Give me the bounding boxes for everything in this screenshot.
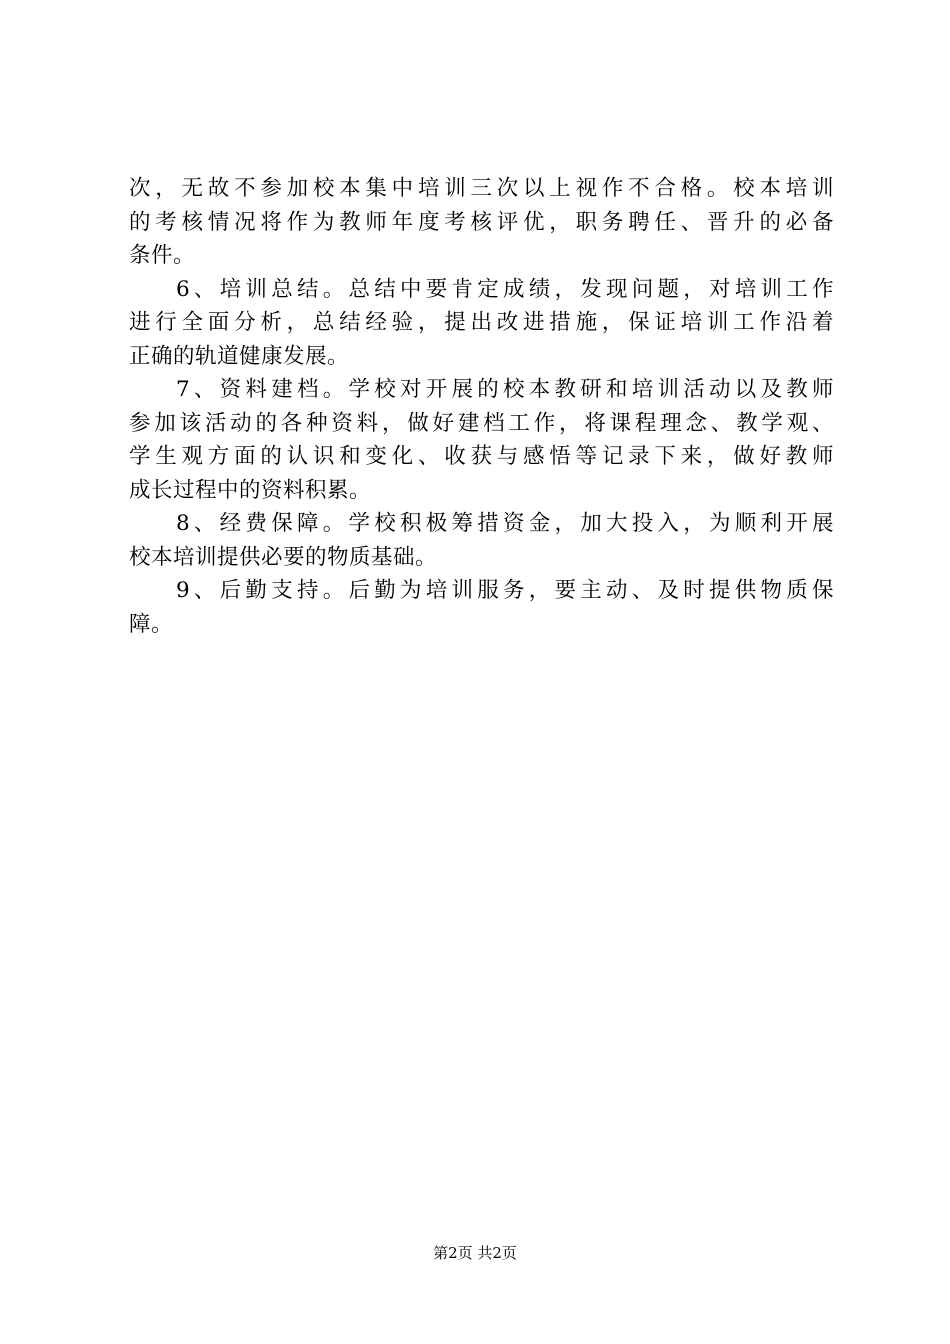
paragraph-start-line: 6、培训总结。总结中要肯定成绩，发现问题，对培训工作: [176, 276, 834, 302]
text-line: 条件。: [129, 243, 196, 268]
text-line: 学生观方面的认识和变化、收获与感悟等记录下来，做好教师: [129, 444, 834, 469]
paragraph-start-line: 7、资料建档。学校对开展的校本教研和培训活动以及教师: [176, 377, 834, 402]
text-line: 成长过程中的资料积累。: [129, 477, 372, 503]
page-number-footer: 第2页 共2页: [433, 1244, 517, 1262]
text-line: 正确的轨道健康发展。: [129, 343, 350, 369]
text-line: 次，无故不参加校本集中培训三次以上视作不合格。校本培训: [129, 176, 834, 201]
text-line: 障。: [129, 611, 174, 637]
text-line: 的考核情况将作为教师年度考核评优，职务聘任、晋升的必备: [129, 209, 834, 235]
text-line: 校本培训提供必要的物质基础。: [129, 544, 438, 570]
text-line: 参加该活动的各种资料，做好建档工作，将课程理念、教学观、: [129, 410, 834, 436]
paragraph-start-line: 8、经费保障。学校积极筹措资金，加大投入，为顺利开展: [176, 511, 834, 536]
document-body: [129, 172, 834, 641]
text-line: 进行全面分析，总结经验，提出改进措施，保证培训工作沿着: [129, 310, 834, 335]
paragraph-start-line: 9、后勤支持。后勤为培训服务，要主动、及时提供物质保: [176, 578, 834, 603]
